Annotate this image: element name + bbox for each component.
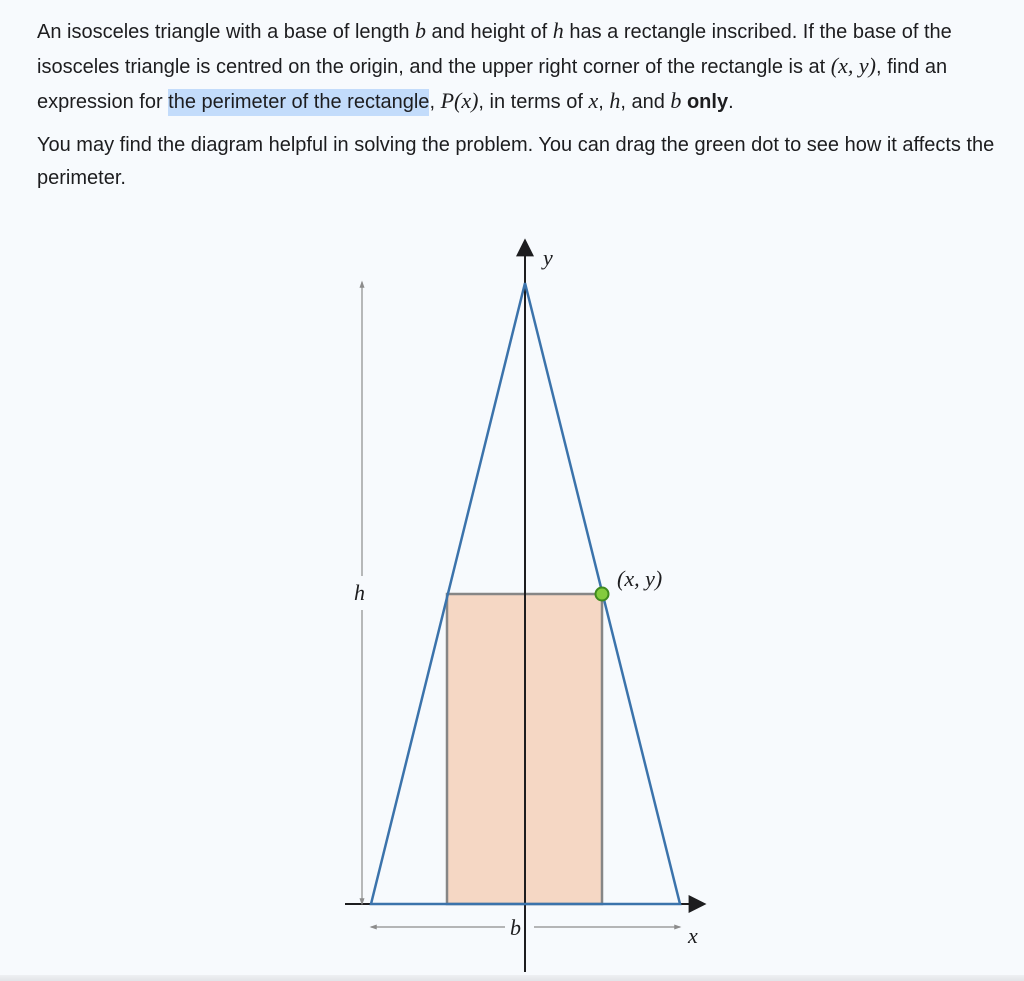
x-axis-label: x (688, 923, 698, 948)
math-px: P(x) (440, 88, 479, 113)
triangle-diagram (0, 230, 1024, 981)
problem-statement: An isosceles triangle with a base of length b and height of h has a rectangle inscribed. If the base of the isosceles triangle is centred on the origin, and the upper right corner of the rectangle is at (x, y), find an expression for the perimeter of the rectangle, P(x), in terms of x, h, and b only. (37, 14, 1017, 119)
green-dot-handle[interactable] (596, 588, 609, 601)
diagram-hint: You may find the diagram helpful in solving the problem. You can drag the green dot to see how it affects the perimeter. (37, 134, 995, 189)
math-h-2: h (609, 88, 621, 113)
math-h: h (552, 18, 564, 43)
only-emphasis: only (686, 91, 729, 113)
math-x: x (588, 88, 599, 113)
highlighted-text[interactable]: the perimeter of the rectangle (168, 89, 429, 116)
point-label: (x, y) (617, 566, 663, 591)
math-xy: (x, y) (830, 53, 876, 78)
math-b: b (415, 18, 426, 43)
math-b-2: b (670, 88, 682, 113)
y-axis-label: y (543, 245, 553, 270)
base-label: b (510, 915, 521, 940)
bottom-edge (0, 975, 1024, 981)
problem-text (37, 14, 1017, 195)
height-label: h (354, 580, 365, 605)
